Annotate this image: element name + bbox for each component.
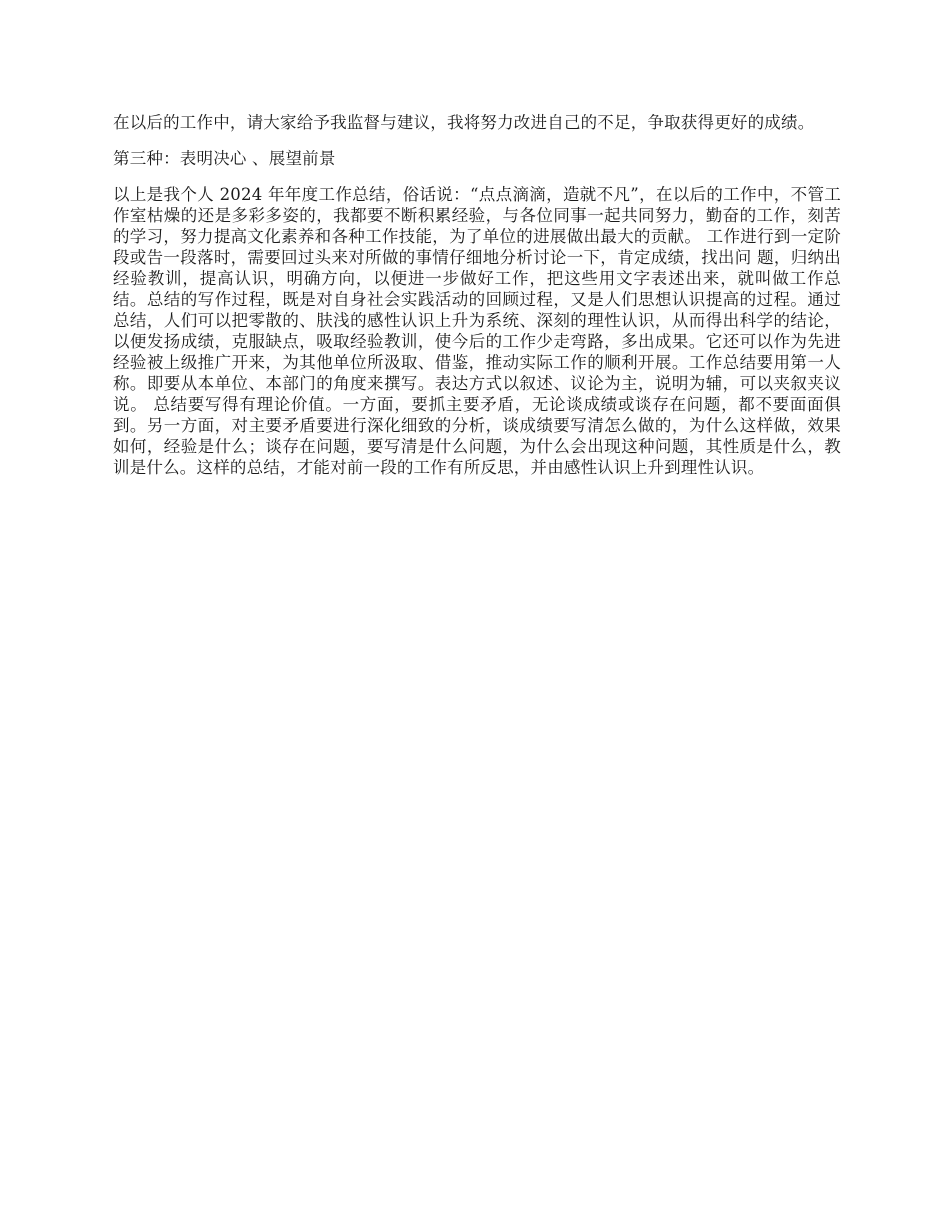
section-heading: 第三种：表明决心 、展望前景	[113, 149, 336, 168]
paragraph-closing: 在以后的工作中，请大家给予我监督与建议，我将努力改进自己的不足，争取获得更好的成绩。	[113, 113, 815, 132]
document-body	[113, 112, 841, 493]
paragraph-summary: 以上是我个人 2024 年年度工作总结，俗话说：“点点滴滴，造就不凡”，在以后的工作中，不管工作室枯燥的还是多彩多姿的，我都要不断积累经验，与各位同事一起共同努力，勤奋的工作，刻苦的学习，努力提高文化素养和各种工作技能，为了单位的进展做出最大的贡献。 工作进行到一定阶段或告一段落时，需要回过头来对所做的事情仔细地分析讨论一下，肯定成绩，找出问 题，归纳出经验教训，提高认识，明确方向，以便进一步做好工作，把这些用文字表述出来，就叫做工作总结。总结的写作过程，既是对自身社会实践活动的回顾过程，又是人们思想认识提高的过程。通过总结，人们可以把零散的、肤浅的感性认识上升为系统、深刻的理性认识，从而得出科学的结论，以便发扬成绩，克服缺点，吸取经验教训，使今后的工作少走弯路，多出成果。它还可以作为先进经验被上级推广开来，为其他单位所汲取、借鉴，推动实际工作的顺利开展。工作总结要用第一人称。即要从本单位、本部门的角度来撰写。表达方式以叙述、议论为主，说明为辅，可以夹叙夹议说。 总结要写得有理论价值。一方面，要抓主要矛盾，无论谈成绩或谈存在问题，都不要面面俱到。另一方面，对主要矛盾要进行深化细致的分析，谈成绩要写清怎么做的，为什么这样做，效果如何，经验是什么；谈存在问题，要写清是什么问题，为什么会出现这种问题，其性质是什么，教训是什么。这样的总结，才能对前一段的工作有所反思，并由感性认识上升到理性认识。	[113, 185, 841, 477]
